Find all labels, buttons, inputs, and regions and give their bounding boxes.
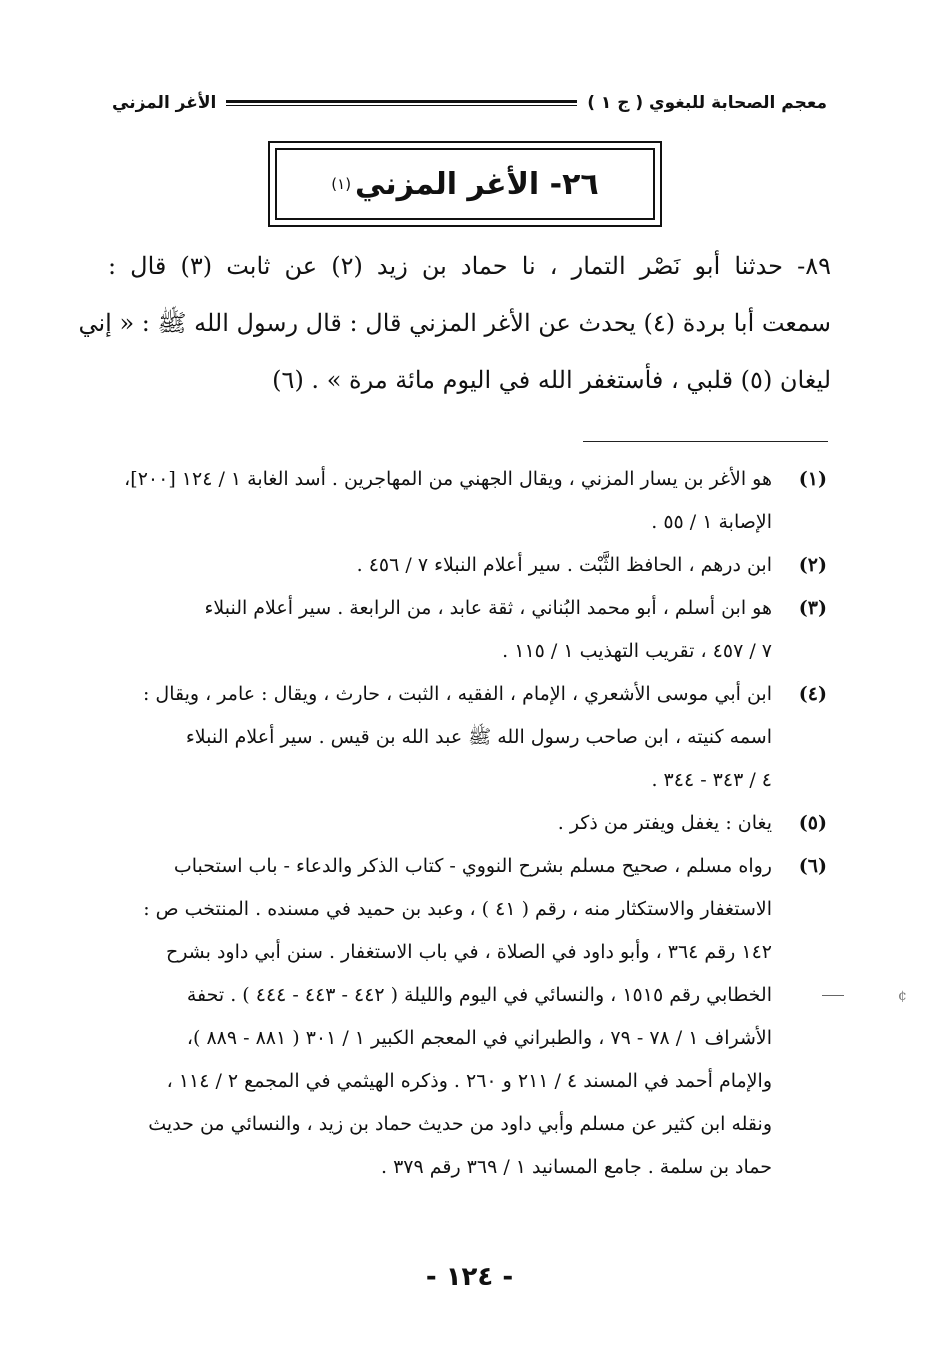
footnote-1	[108, 458, 827, 544]
hadith-line: ليغان (٥) قلبي ، فأستغفر الله في اليوم مائة مرة » . (٦)	[272, 366, 831, 394]
footnote-2	[108, 544, 827, 587]
page-number: - ١٢٤ -	[425, 1262, 514, 1292]
header-section-title: الأغر المزني	[112, 93, 217, 113]
footnote-line: ٤ / ٣٤٣ - ٣٤٤ .	[651, 769, 772, 791]
footnote-5	[108, 802, 827, 845]
footnote-line: هو الأغر بن يسار المزني ، ويقال الجهني من المهاجرين . أسد الغابة ١ / ١٢٤ [٢٠٠]،	[124, 468, 772, 490]
footnote-line: الاستغفار والاستكثار منه ، رقم ( ٤١ ) ، وعبد بن حميد في مسنده . المنتخب ص :	[143, 898, 772, 920]
footnotes	[108, 458, 827, 1189]
chapter-title: ٢٦- الأغر المزني	[355, 166, 599, 202]
footnote-number: (١)	[798, 468, 827, 490]
footnote-number: (٥)	[798, 812, 827, 834]
footnote-number: (٣)	[798, 597, 827, 619]
footnote-line: الأشراف ١ / ٧٨ - ٧٩ ، والطبراني في المعجم الكبير ١ / ٣٠١ ( ٨٨١ - ٨٨٩ )،	[186, 1027, 772, 1049]
hadith-text	[78, 238, 831, 409]
header-rule	[226, 100, 577, 106]
footnote-line: ونقله ابن كثير عن مسلم وأبي داود من حديث حماد بن زيد ، والنسائي من حديث	[148, 1113, 772, 1135]
footnote-line: ٧ / ٤٥٧ ، تقريب التهذيب ١ / ١١٥ .	[502, 640, 772, 662]
footnote-line: الخطابي رقم ١٥١٥ ، والنسائي في اليوم والليلة ( ٤٤٢ - ٤٤٣ - ٤٤٤ ) . تحفة	[186, 984, 772, 1006]
footnote-6	[108, 845, 827, 1189]
header-book-title: معجم الصحابة للبغوي ( ج ١ )	[587, 93, 827, 113]
hadith-line: سمعت أبا بردة (٤) يحدث عن الأغر المزني قال : قال رسول الله ﷺ : « إني	[78, 309, 831, 337]
footnote-line: ١٤٢ رقم ٣٦٤ ، وأبو داود في الصلاة ، في باب الاستغفار . سنن أبي داود بشرح	[165, 941, 772, 963]
footnote-line: اسمه كنيته ، ابن صاحب رسول الله ﷺ عبد الله بن قيس . سير أعلام النبلاء	[185, 726, 772, 748]
chapter-title-footnote-ref: (١)	[331, 175, 352, 193]
running-header	[112, 86, 827, 120]
footnote-3	[108, 587, 827, 673]
footnote-line: والإمام أحمد في المسند ٤ / ٢١١ و ٢٦٠ . وذكره الهيثمي في المجمع ٢ / ١١٤ ،	[166, 1070, 772, 1092]
footnote-separator	[583, 441, 828, 442]
footnote-number: (٦)	[798, 855, 827, 877]
footnote-number: (٤)	[798, 683, 827, 705]
chapter-title-frame	[275, 148, 655, 220]
footnote-line: يغان : يغفل ويفتر من ذكر .	[557, 812, 772, 834]
footnote-line: ابن درهم ، الحافظ الثَّبْت . سير أعلام النبلاء ٧ / ٤٥٦ .	[356, 554, 772, 576]
footnote-line: هو ابن أسلم ، أبو محمد البُناني ، ثقة عابد ، من الرابعة . سير أعلام النبلاء	[204, 597, 772, 619]
chapter-title-box	[268, 141, 662, 227]
footnote-line: ابن أبي موسى الأشعري ، الإمام ، الفقيه ، الثبت ، حارث ، ويقال : عامر ، ويقال :	[142, 683, 772, 705]
footnote-line: حماد بن سلمة . جامع المسانيد ١ / ٣٦٩ رقم ٣٧٩ .	[380, 1156, 772, 1178]
hadith-line: ٨٩- حدثنا أبو نَصْر التمار ، نا حماد بن زيد (٢) عن ثابت (٣) قال :	[108, 252, 831, 280]
scan-mark: ¢	[898, 988, 907, 1004]
scan-mark	[822, 995, 844, 996]
footnote-number: (٢)	[798, 554, 827, 576]
footnote-line: رواه مسلم ، صحيح مسلم بشرح النووي - كتاب الذكر والدعاء - باب استحباب	[173, 855, 772, 877]
footnote-4	[108, 673, 827, 802]
footnote-line: الإصابة ١ / ٥٥ .	[651, 511, 772, 533]
